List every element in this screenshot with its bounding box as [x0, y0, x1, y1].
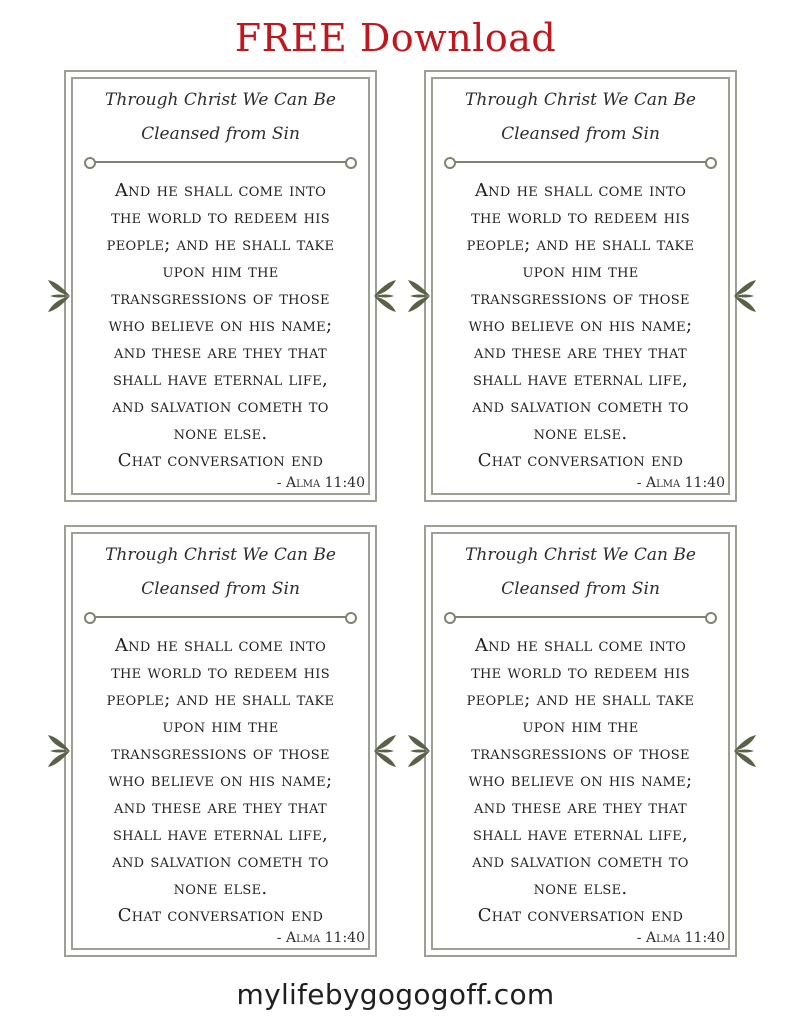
verse-line: none else. [533, 423, 628, 444]
verse-line: And he shall come into [114, 180, 327, 201]
verse-line: people; and he shall take [106, 689, 335, 710]
verse-line: upon him the [522, 716, 639, 737]
verse-line: transgressions of those [471, 743, 690, 764]
verse-line: shall have eternal life, [472, 824, 689, 845]
verse-line: shall have eternal life, [112, 369, 329, 390]
verse-line: the world to redeem his [111, 207, 330, 228]
verse-line: shall have eternal life, [472, 369, 689, 390]
swirl-divider-icon [444, 157, 717, 167]
leaf-ornament-icon [46, 731, 72, 771]
verse-text [426, 632, 735, 929]
verse-line: and salvation cometh to [112, 396, 329, 417]
verse-line: And he shall come into [114, 635, 327, 656]
swirl-divider-icon [84, 157, 357, 167]
scripture-reference: - Alma 11:40 [276, 475, 365, 491]
verse-line: people; and he shall take [466, 234, 695, 255]
scripture-card [64, 70, 377, 502]
scripture-reference: - Alma 11:40 [636, 475, 725, 491]
verse-line: the world to redeem his [111, 662, 330, 683]
leaf-ornament-icon [406, 731, 432, 771]
swirl-divider-icon [444, 612, 717, 622]
verse-line: none else. [173, 878, 268, 899]
verse-line: and these are they that [474, 797, 687, 818]
verse-line: Chat conversation end [477, 450, 684, 471]
page-title: FREE Download [234, 16, 557, 60]
verse-line: And he shall come into [474, 635, 687, 656]
verse-line: who believe on his name; [468, 315, 693, 336]
card-title-line2: Cleansed from Sin [501, 579, 660, 599]
card-title-line1: Through Christ We Can Be [105, 90, 336, 110]
verse-line: who believe on his name; [468, 770, 693, 791]
card-title-line1: Through Christ We Can Be [465, 545, 696, 565]
verse-line: And he shall come into [474, 180, 687, 201]
leaf-ornament-icon [46, 276, 72, 316]
leaf-ornament-icon [732, 731, 758, 771]
swirl-divider-icon [84, 612, 357, 622]
verse-line: transgressions of those [471, 288, 690, 309]
verse-line: and salvation cometh to [472, 396, 689, 417]
leaf-ornament-icon [372, 276, 398, 316]
verse-line: the world to redeem his [471, 207, 690, 228]
leaf-ornament-icon [732, 276, 758, 316]
verse-line: and these are they that [474, 342, 687, 363]
verse-line: and these are they that [114, 797, 327, 818]
verse-text [426, 177, 735, 474]
verse-line: none else. [173, 423, 268, 444]
card-title-line1: Through Christ We Can Be [105, 545, 336, 565]
verse-line: shall have eternal life, [112, 824, 329, 845]
card-title-line2: Cleansed from Sin [501, 124, 660, 144]
verse-line: upon him the [162, 716, 279, 737]
card-title-line2: Cleansed from Sin [141, 579, 300, 599]
verse-line: upon him the [162, 261, 279, 282]
scripture-card [424, 525, 737, 957]
scripture-card [64, 525, 377, 957]
card-title-line2: Cleansed from Sin [141, 124, 300, 144]
leaf-ornament-icon [372, 731, 398, 771]
verse-line: Chat conversation end [477, 905, 684, 926]
verse-line: and these are they that [114, 342, 327, 363]
leaf-ornament-icon [406, 276, 432, 316]
verse-line: who believe on his name; [108, 770, 333, 791]
verse-line: people; and he shall take [106, 234, 335, 255]
verse-line: Chat conversation end [117, 905, 324, 926]
scripture-reference: - Alma 11:40 [276, 930, 365, 946]
verse-line: and salvation cometh to [112, 851, 329, 872]
verse-line: none else. [533, 878, 628, 899]
scripture-reference: - Alma 11:40 [636, 930, 725, 946]
card-title-line1: Through Christ We Can Be [465, 90, 696, 110]
verse-line: who believe on his name; [108, 315, 333, 336]
verse-text [66, 177, 375, 474]
verse-line: the world to redeem his [471, 662, 690, 683]
site-url: mylifebygogogoff.com [236, 978, 555, 1011]
verse-line: transgressions of those [111, 288, 330, 309]
scripture-card [424, 70, 737, 502]
verse-line: transgressions of those [111, 743, 330, 764]
verse-line: people; and he shall take [466, 689, 695, 710]
verse-line: Chat conversation end [117, 450, 324, 471]
verse-line: and salvation cometh to [472, 851, 689, 872]
verse-line: upon him the [522, 261, 639, 282]
verse-text [66, 632, 375, 929]
